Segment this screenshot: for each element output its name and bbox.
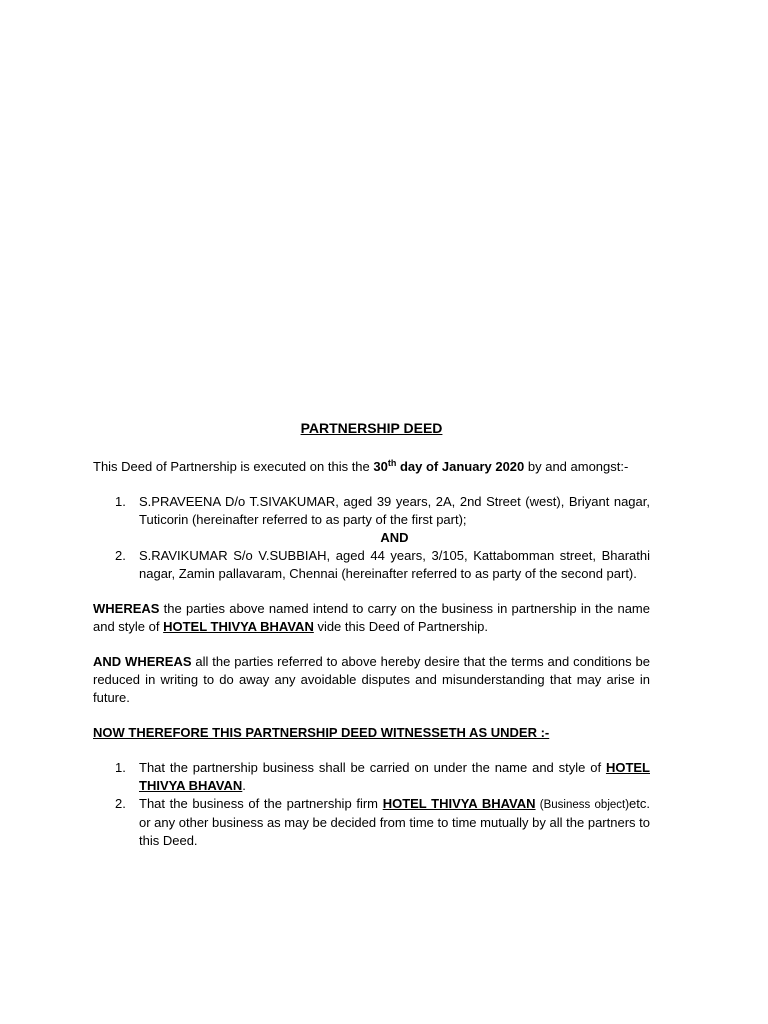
party-number: 2. [115, 548, 126, 563]
clause-number: 1. [115, 760, 126, 775]
party-number: 1. [115, 494, 126, 509]
and-whereas-lead: AND WHEREAS [93, 654, 192, 669]
clause-item [93, 759, 650, 795]
clause-text-end: . [242, 778, 246, 793]
intro-text: This Deed of Partnership is executed on this the [93, 459, 374, 474]
clause-text-end: etc. or any other business as may be decided from time to time mutually by all the partners to this Deed. [139, 796, 651, 848]
party-item [93, 547, 650, 583]
intro-date-suffix: th [387, 458, 397, 468]
and-separator: AND [380, 530, 409, 545]
intro-date-day: 30 [373, 459, 388, 474]
and-whereas-text: all the parties referred to above hereby desire that the terms and conditions be reduced in writing to do away any avoidable disputes and misunderstanding that may arise in future. [93, 654, 650, 705]
clause-number: 2. [115, 796, 126, 811]
party-text: S.PRAVEENA D/o T.SIVAKUMAR, aged 39 years, 2A, 2nd Street (west), Briyant nagar, Tuticorin (hereinafter referred to as party of the first part); [139, 494, 650, 527]
party-item [93, 493, 650, 529]
firm-name: HOTEL THIVYA BHAVAN [382, 796, 536, 811]
firm-name: HOTEL THIVYA BHAVAN [139, 760, 650, 793]
whereas-text: the parties above named intend to carry on the business in partnership in the name and style of [93, 601, 650, 634]
intro-date-rest: day of January 2020 [396, 459, 525, 474]
clause-text: That the partnership business shall be carried on under the name and style of [139, 760, 606, 775]
firm-name: HOTEL THIVYA BHAVAN [163, 619, 314, 634]
intro-text-end: by and amongst:- [524, 459, 629, 474]
whereas-paragraph [93, 600, 650, 636]
and-whereas-paragraph [93, 653, 650, 707]
whereas-lead: WHEREAS [93, 601, 160, 616]
witnesseth-heading: NOW THEREFORE THIS PARTNERSHIP DEED WITNESSETH AS UNDER :- [93, 725, 550, 740]
intro-paragraph [93, 458, 650, 476]
document-body [93, 419, 650, 867]
party-text: S.RAVIKUMAR S/o V.SUBBIAH, aged 44 years, 3/105, Kattabomman street, Bharathi nagar, Zamin pallavaram, Chennai (hereinafter referred to as party of the second part). [139, 548, 650, 581]
clause-text: That the business of the partnership firm [139, 796, 383, 811]
whereas-text-end: vide this Deed of Partnership. [313, 619, 488, 634]
business-object-note: (Business object) [535, 799, 630, 811]
clauses-list [93, 759, 650, 850]
page-title: PARTNERSHIP DEED [300, 420, 443, 436]
intro-date [373, 459, 524, 474]
clause-item [93, 795, 650, 850]
parties-list [93, 493, 650, 583]
